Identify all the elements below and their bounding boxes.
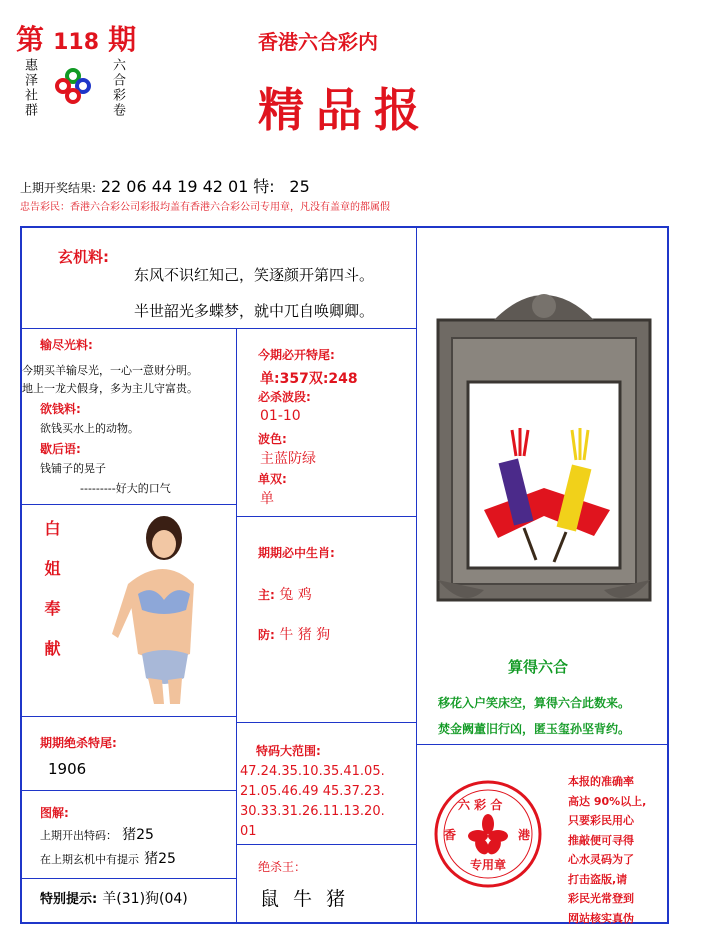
warning-text: 忠告彩民：香港六合彩公司彩报均盖有香港六合彩公司专用章，凡没有盖章的都属假 (20, 202, 390, 213)
jueshate-value: 1906 (48, 760, 87, 778)
danshuang-label: 单双: (258, 472, 287, 486)
accuracy-line1: 本报的准确率 (568, 775, 634, 788)
side-left-text: 惠泽社群 (22, 58, 37, 118)
tujie-line1-label: 上期开出特码： (40, 829, 117, 842)
tebie-value: 羊(31)狗(04) (102, 891, 188, 907)
shengxiao-main-label: 主: (258, 588, 275, 602)
girl-label: 白姐奉献 (42, 520, 61, 680)
shengxiao-fang-label: 防: (258, 628, 275, 642)
grid-mid-row2 (236, 516, 416, 517)
grid-left (20, 226, 22, 924)
issue-suffix: 期 (108, 23, 137, 56)
xuanji-line1: 东风不识红知己，笑逐颜开第四斗。 (134, 266, 375, 284)
bosha-label: 必杀波段: (258, 390, 311, 404)
danshuang-value: 单 (260, 491, 274, 507)
grid-middle-left (236, 328, 237, 922)
issue-number: 118 (53, 30, 100, 55)
accuracy-block (568, 772, 646, 928)
tema-line3: 30.33.31.26.11.13.20. (240, 804, 385, 819)
shengxiao-main-value: 兔 鸡 (279, 587, 312, 603)
grid-mid-row4 (236, 844, 416, 845)
shengxiao-fang-value: 牛 猪 狗 (279, 627, 331, 643)
grid-left-row5 (20, 878, 236, 879)
grid-left-row4 (20, 790, 236, 791)
banner-title: 香港六合彩内 (258, 30, 378, 54)
tema-line4: 01 (240, 824, 257, 839)
seal-top-text: 六 彩 合 (458, 798, 503, 812)
xuanji-label: 玄机料: (58, 248, 109, 266)
xiehou-line2: ---------好大的口气 (80, 482, 171, 495)
shengxiao-label: 期期必中生肖: (258, 546, 335, 560)
tujie-line1-value: 猪25 (122, 827, 154, 843)
results-numbers: 22 06 44 19 42 01 (100, 177, 249, 196)
tujie-label: 图解: (40, 806, 69, 820)
seal-left-text: 香 (444, 828, 457, 842)
xiehou-label: 歇后语: (40, 442, 81, 456)
jueshate-label: 期期绝杀特尾: (40, 736, 117, 750)
accuracy-line6: 打击盗版,请 (568, 872, 628, 886)
tujie-line2 (40, 848, 176, 868)
shulun-label: 输尽光料: (40, 338, 93, 352)
grid-top (20, 226, 668, 228)
tebie-label: 特别提示: (40, 892, 98, 907)
issue-prefix: 第 (16, 23, 45, 56)
frame-caption: 算得六合 (508, 658, 569, 676)
tujie-line2-label: 在上期玄机中有提示 (40, 853, 139, 866)
grid-xuanji-bottom (20, 328, 417, 329)
tewei-label: 今期必开特尾: (258, 348, 335, 362)
xiehou-line1: 钱铺子的晃子 (40, 462, 106, 475)
tema-label: 特码大范围: (256, 744, 321, 758)
bosha-value: 01-10 (260, 408, 301, 424)
grid-right-row2 (416, 744, 668, 745)
tebie-line (40, 888, 188, 908)
logo-icon (55, 68, 91, 104)
tewei-value: 单:357双:248 (260, 371, 358, 387)
accuracy-line3: 只要彩民用心 (568, 814, 634, 827)
side-right-text: 六合彩卷 (110, 58, 125, 118)
grid-left-row3 (20, 716, 236, 717)
results-label: 上期开奖结果: (20, 181, 97, 195)
shengxiao-main (258, 584, 312, 604)
results-special: 25 (289, 177, 310, 196)
ornate-frame (424, 280, 664, 610)
results-special-label: 特: (253, 177, 275, 196)
tema-line1: 47.24.35.10.35.41.05. (240, 764, 385, 779)
couplet-line2: 焚金阙董旧行凶，匿玉玺孙坚背约。 (438, 722, 631, 736)
yuqian-text: 欲钱买水上的动物。 (40, 422, 139, 435)
results-line (20, 174, 310, 197)
shulun-line2: 地上一龙犬假身，多为主儿守富贵。 (22, 382, 198, 395)
issue-header (16, 18, 136, 58)
main-title: 精品报 (258, 83, 432, 137)
seal-right-text: 港 (518, 828, 531, 842)
girl-photo (98, 514, 208, 706)
accuracy-line7: 彩民光常登到 (568, 892, 634, 905)
accuracy-line5: 心水灵码为了 (568, 853, 634, 866)
grid-right (667, 226, 669, 924)
tujie-line2-value: 猪25 (144, 851, 176, 867)
accuracy-line4: 推敲便可寻得 (568, 833, 634, 847)
jueshaw-label: 绝杀王： (258, 860, 307, 874)
couplet-line1: 移花入户笑床空，算得六合此数来。 (438, 696, 631, 710)
tujie-line1 (40, 824, 154, 844)
xuanji-line2: 半世韶光多蝶梦，就中兀自唤卿卿。 (134, 302, 375, 320)
shulun-line1: 今期买羊输尽光，一心一意财分明。 (22, 364, 198, 377)
grid-left-row2 (20, 504, 236, 505)
shengxiao-fang (258, 624, 330, 644)
accuracy-line2: 高达 90%以上, (568, 794, 647, 808)
grid-middle-right (416, 226, 417, 922)
bose-value: 主蓝防绿 (260, 451, 316, 467)
accuracy-line8: 网站核实真伪 (568, 911, 634, 925)
grid-mid-row3 (236, 722, 416, 723)
jueshaw-value: 鼠 牛 猪 (260, 888, 350, 910)
bose-label: 波色: (258, 432, 287, 446)
tema-line2: 21.05.46.49 45.37.23. (240, 784, 385, 799)
yuqian-label: 欲钱料: (40, 402, 81, 416)
seal-bottom-text: 专用章 (470, 858, 507, 872)
